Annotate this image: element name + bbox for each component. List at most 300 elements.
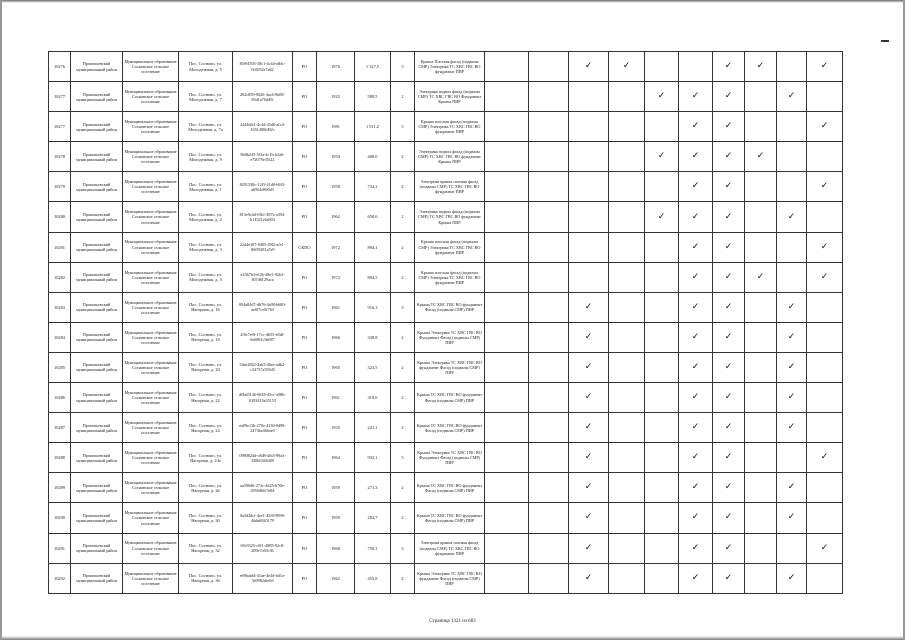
checkmark-cell	[485, 352, 529, 382]
repair-works-cell: Электрика подвал фасад (подвалы СМР) ТС ХВС ГВС ВО фундамент Крыша ПИР	[415, 142, 485, 172]
building-uid-cell: e69bafd4-41ae-4e3d-bd1a-3e9982dfe0d	[233, 563, 293, 593]
checkmark-cell	[529, 563, 569, 593]
heating-system-cell: РО	[293, 473, 317, 503]
checkmark-cell: ✓	[713, 232, 745, 262]
checkmark-cell	[569, 202, 609, 232]
checkmark-cell: ✓	[569, 292, 609, 322]
checkmark-cell	[777, 533, 807, 563]
checkmark-cell	[807, 82, 843, 112]
total-area-cell: 319,6	[355, 383, 391, 413]
total-area-cell: 933,1	[355, 443, 391, 473]
build-year-cell: 1925	[317, 82, 355, 112]
checkmark-cell: ✓	[745, 52, 777, 82]
checkmark-cell	[485, 503, 529, 533]
checkmark-cell: ✓	[679, 292, 713, 322]
checkmark-cell	[807, 322, 843, 352]
checkmark-cell: ✓	[713, 292, 745, 322]
checkmark-cell: ✓	[745, 142, 777, 172]
floors-count-cell: 2	[391, 82, 415, 112]
checkmark-cell	[745, 352, 777, 382]
table-row	[49, 413, 843, 443]
checkmark-cell	[679, 52, 713, 82]
build-year-cell: 1962	[317, 563, 355, 593]
owner-cell: Муниципальное образование Сосновское сельское поселение	[123, 112, 179, 142]
address-cell: Пос. Сосново, ул. Нагорная, д. 16	[179, 292, 233, 322]
table-row	[49, 202, 843, 232]
repair-works-cell: Электрика подвал фасад (подвалы СМР) ТС ХВС ГВС ВО фундамент Крыша ПИР	[415, 202, 485, 232]
build-year-cell: 1958	[317, 172, 355, 202]
building-uid-cell: 0a3d2dcf-4ee1-45f0-9896-46da6920179	[233, 503, 293, 533]
municipal-district-cell: Прокопьевский муниципальный район	[71, 563, 123, 593]
checkmark-cell	[645, 262, 679, 292]
row-number: 10280	[49, 202, 71, 232]
municipal-district-cell: Прокопьевский муниципальный район	[71, 503, 123, 533]
build-year-cell: 1961	[317, 383, 355, 413]
checkmark-cell: ✓	[713, 82, 745, 112]
repair-works-cell: Крыша ТС ХВС ГВС ВО фундамент Фасад (подвалы СМР) ПИР	[415, 292, 485, 322]
table-row	[49, 443, 843, 473]
floors-count-cell: 3	[391, 52, 415, 82]
owner-cell: Муниципальное образование Сосновское сельское поселение	[123, 443, 179, 473]
checkmark-cell: ✓	[569, 503, 609, 533]
building-uid-cell: 813e9c4d-f0b1-497a-a394-b14521e6a903	[233, 202, 293, 232]
total-area-cell: 588,5	[355, 82, 391, 112]
repair-works-cell: Крыша ТС ХВС ГВС ВО фундамент Фасад (подвалы СМР) ПИР	[415, 413, 485, 443]
address-cell: Пос. Сосново, ул. Молодежная, д. 5	[179, 262, 233, 292]
checkmark-cell	[745, 563, 777, 593]
checkmark-cell: ✓	[679, 142, 713, 172]
checkmark-cell	[609, 473, 645, 503]
checkmark-cell: ✓	[569, 383, 609, 413]
checkmark-cell: ✓	[569, 352, 609, 382]
checkmark-cell	[609, 172, 645, 202]
heating-system-cell: РО	[293, 202, 317, 232]
checkmark-cell	[645, 292, 679, 322]
municipal-district-cell: Прокопьевский муниципальный район	[71, 352, 123, 382]
municipal-district-cell: Прокопьевский муниципальный район	[71, 473, 123, 503]
repair-works-cell: Электрика крыша скатная фасад (подвалы СМР) ТС ХВС ГВС ВО фундамент ПИР	[415, 533, 485, 563]
checkmark-cell: ✓	[679, 443, 713, 473]
build-year-cell: 1959	[317, 503, 355, 533]
heating-system-cell: РО	[293, 262, 317, 292]
repair-works-cell: Крыша ТС ХВС ГВС ВО фундамент Фасад (подвалы СМР) ПИР	[415, 383, 485, 413]
checkmark-cell	[645, 112, 679, 142]
checkmark-cell: ✓	[777, 563, 807, 593]
checkmark-cell: ✓	[777, 413, 807, 443]
floors-count-cell: 2	[391, 232, 415, 262]
floors-count-cell: 2	[391, 262, 415, 292]
table-row	[49, 52, 843, 82]
checkmark-cell: ✓	[777, 292, 807, 322]
checkmark-cell: ✓	[807, 232, 843, 262]
checkmark-cell	[569, 112, 609, 142]
address-cell: Пос. Сосново, ул. Молодежная, д. 7	[179, 82, 233, 112]
municipal-district-cell: Прокопьевский муниципальный район	[71, 232, 123, 262]
build-year-cell: 1962	[317, 202, 355, 232]
owner-cell: Муниципальное образование Сосновское сельское поселение	[123, 503, 179, 533]
checkmark-cell	[609, 503, 645, 533]
heating-system-cell: РО	[293, 443, 317, 473]
checkmark-cell	[609, 443, 645, 473]
total-area-cell: 1 911,2	[355, 112, 391, 142]
checkmark-cell	[645, 473, 679, 503]
checkmark-cell	[745, 172, 777, 202]
checkmark-cell	[529, 202, 569, 232]
checkmark-cell	[807, 383, 843, 413]
building-uid-cell: 22d4e307-9d05-49f2-afe1-f6659281a7e9	[233, 232, 293, 262]
checkmark-cell	[485, 172, 529, 202]
checkmark-cell	[485, 82, 529, 112]
floors-count-cell: 2	[391, 383, 415, 413]
build-year-cell: 1966	[317, 322, 355, 352]
checkmark-cell	[807, 413, 843, 443]
scan-bottom-edge	[0, 636, 905, 640]
owner-cell: Муниципальное образование Сосновское сельское поселение	[123, 232, 179, 262]
municipal-district-cell: Прокопьевский муниципальный район	[71, 172, 123, 202]
checkmark-cell: ✓	[569, 52, 609, 82]
total-area-cell: 338,8	[355, 322, 391, 352]
repair-works-cell: Крыша Электрика ТС ХВС ГВС ВО фундамент Фасад (подвалы СМР) ПИР	[415, 563, 485, 593]
repair-works-cell: Крыша плоская фасад (подвалы СМР) Электрика ТС ХВС ГВС ВО фундамент ПИР	[415, 112, 485, 142]
building-uid-cell: d0bd5136-6818-45cc-a98b-0293415a35153	[233, 383, 293, 413]
address-cell: Пос. Сосново, ул. Молодежная, д. 9	[179, 142, 233, 172]
table-row	[49, 352, 843, 382]
table-row	[49, 322, 843, 352]
checkmark-cell	[807, 563, 843, 593]
checkmark-cell	[609, 262, 645, 292]
building-uid-cell: 262c859-9026-4ac6-9b08-65d1a76dd5f	[233, 82, 293, 112]
row-number: 10286	[49, 383, 71, 413]
building-uid-cell: 8b0b245-5f3a-4c1b-b2a6-e72079e35f22	[233, 142, 293, 172]
checkmark-cell	[529, 232, 569, 262]
checkmark-cell: ✓	[569, 443, 609, 473]
heating-system-cell: РО	[293, 112, 317, 142]
checkmark-cell	[745, 503, 777, 533]
heating-system-cell: РО	[293, 52, 317, 82]
municipal-district-cell: Прокопьевский муниципальный район	[71, 202, 123, 232]
checkmark-cell: ✓	[679, 563, 713, 593]
row-number: 10276	[49, 52, 71, 82]
owner-cell: Муниципальное образование Сосновское сельское поселение	[123, 533, 179, 563]
checkmark-cell	[645, 52, 679, 82]
checkmark-cell	[609, 292, 645, 322]
checkmark-cell	[485, 202, 529, 232]
building-uid-cell: 2444dfe1-4c4d-45d0-afc4-1651480fd92c	[233, 112, 293, 142]
checkmark-cell	[745, 473, 777, 503]
scan-top-edge	[0, 0, 905, 3]
repair-works-cell: Электрика подвал фасад (подвалы СМР) ТС ХВС ГВС ВО Фундамент Крыша ПИР	[415, 82, 485, 112]
row-number: 10283	[49, 292, 71, 322]
checkmark-cell	[745, 232, 777, 262]
address-cell: Пос. Сосново, ул. Молодежная, д. 7а	[179, 112, 233, 142]
checkmark-cell: ✓	[679, 262, 713, 292]
municipal-district-cell: Прокопьевский муниципальный район	[71, 322, 123, 352]
checkmark-cell	[529, 82, 569, 112]
floors-count-cell: 2	[391, 142, 415, 172]
build-year-cell: 1965	[317, 352, 355, 382]
checkmark-cell	[777, 232, 807, 262]
address-cell: Пос. Сосново, ул. Нагорная, д. 20	[179, 352, 233, 382]
checkmark-cell: ✓	[569, 413, 609, 443]
checkmark-cell	[609, 142, 645, 172]
checkmark-cell	[529, 142, 569, 172]
checkmark-cell	[645, 172, 679, 202]
heating-system-cell: РО	[293, 172, 317, 202]
repair-works-cell: Крыша Плоская фасад (подвалы СМР) Электрика ТС ХВС ГВС ВО фундамент ПИР	[415, 52, 485, 82]
row-number: 10278	[49, 142, 71, 172]
checkmark-cell	[777, 262, 807, 292]
checkmark-cell	[777, 172, 807, 202]
checkmark-cell	[609, 232, 645, 262]
row-number: 10287	[49, 413, 71, 443]
build-year-cell: 1954	[317, 142, 355, 172]
checkmark-cell	[745, 202, 777, 232]
checkmark-cell: ✓	[679, 112, 713, 142]
checkmark-cell	[777, 142, 807, 172]
checkmark-cell	[529, 292, 569, 322]
checkmark-cell: ✓	[679, 202, 713, 232]
repair-works-cell: Крыша Электрика ТС ХВС ГВС ВО Фундамент Фасад (подвалы СМР) ПИР	[415, 322, 485, 352]
checkmark-cell	[645, 352, 679, 382]
heating-system-cell: РО	[293, 413, 317, 443]
checkmark-cell	[485, 142, 529, 172]
checkmark-cell: ✓	[713, 262, 745, 292]
floors-count-cell: 2	[391, 172, 415, 202]
checkmark-cell	[645, 503, 679, 533]
table-row	[49, 533, 843, 563]
checkmark-cell	[807, 503, 843, 533]
row-number: 10284	[49, 322, 71, 352]
total-area-cell: 916,3	[355, 292, 391, 322]
checkmark-cell: ✓	[713, 352, 745, 382]
row-number: 10292	[49, 563, 71, 593]
address-cell: Пос. Сосново, ул. Нагорная, д. 32	[179, 533, 233, 563]
checkmark-cell	[485, 112, 529, 142]
checkmark-cell	[529, 322, 569, 352]
checkmark-cell: ✓	[777, 322, 807, 352]
owner-cell: Муниципальное образование Сосновское сельское поселение	[123, 262, 179, 292]
owner-cell: Муниципальное образование Сосновское сельское поселение	[123, 383, 179, 413]
checkmark-cell	[807, 473, 843, 503]
checkmark-cell	[529, 112, 569, 142]
checkmark-cell	[807, 352, 843, 382]
total-area-cell: 750,1	[355, 533, 391, 563]
owner-cell: Муниципальное образование Сосновское сельское поселение	[123, 172, 179, 202]
row-number: 10277	[49, 112, 71, 142]
table-row	[49, 232, 843, 262]
table-row	[49, 383, 843, 413]
checkmark-cell	[645, 383, 679, 413]
heating-system-cell: РО	[293, 352, 317, 382]
checkmark-cell	[609, 202, 645, 232]
checkmark-cell: ✓	[777, 202, 807, 232]
owner-cell: Муниципальное образование Сосновское сельское поселение	[123, 413, 179, 443]
checkmark-cell: ✓	[609, 52, 645, 82]
repair-works-cell: Крыша плоская фасад (подвалы СМР) Электрика ТС ХВС ГВС ВО фундамент ПИР	[415, 232, 485, 262]
checkmark-cell: ✓	[679, 473, 713, 503]
checkmark-cell	[745, 292, 777, 322]
row-number: 10277	[49, 82, 71, 112]
table-row	[49, 292, 843, 322]
checkmark-cell	[645, 413, 679, 443]
checkmark-cell	[777, 443, 807, 473]
floors-count-cell: 3	[391, 292, 415, 322]
building-uid-cell: 54ae2842-2ab5-46ee-adb2-c34737a593d5	[233, 352, 293, 382]
build-year-cell: 1959	[317, 473, 355, 503]
build-year-cell: 1976	[317, 52, 355, 82]
heating-system-cell: СКПО	[293, 232, 317, 262]
checkmark-cell: ✓	[713, 322, 745, 352]
checkmark-cell	[529, 413, 569, 443]
owner-cell: Муниципальное образование Сосновское сельское поселение	[123, 52, 179, 82]
checkmark-cell	[645, 443, 679, 473]
checkmark-cell	[609, 322, 645, 352]
checkmark-cell	[529, 383, 569, 413]
building-uid-cell: 69c9325-c0f1-4985-92c8-209e7c69c36	[233, 533, 293, 563]
checkmark-cell	[777, 112, 807, 142]
address-cell: Пос. Сосново, ул. Нагорная, д. 30	[179, 503, 233, 533]
municipal-district-cell: Прокопьевский муниципальный район	[71, 52, 123, 82]
checkmark-cell: ✓	[679, 322, 713, 352]
checkmark-cell: ✓	[679, 82, 713, 112]
checkmark-cell: ✓	[777, 352, 807, 382]
address-cell: Пос. Сосново, ул. Нагорная, д. 36	[179, 563, 233, 593]
checkmark-cell: ✓	[645, 82, 679, 112]
checkmark-cell: ✓	[713, 112, 745, 142]
address-cell: Пос. Сосново, ул. Нагорная, д. 24а	[179, 443, 233, 473]
owner-cell: Муниципальное образование Сосновское сельское поселение	[123, 82, 179, 112]
checkmark-cell	[485, 473, 529, 503]
checkmark-cell	[745, 383, 777, 413]
address-cell: Пос. Сосново, ул. Нагорная, д. 24	[179, 413, 233, 443]
table-row	[49, 172, 843, 202]
checkmark-cell: ✓	[713, 563, 745, 593]
owner-cell: Муниципальное образование Сосновское сельское поселение	[123, 202, 179, 232]
building-uid-cell: aa590d6-273c-4d25-b70b-4950d6fe7e84	[233, 473, 293, 503]
checkmark-cell	[485, 413, 529, 443]
checkmark-cell: ✓	[569, 563, 609, 593]
repair-works-cell: Крыша Электрика ТС ХВС ГВС ВО фундамент Фасад (подвалы СМР) ПИР	[415, 352, 485, 382]
checkmark-cell	[745, 322, 777, 352]
checkmark-cell: ✓	[645, 202, 679, 232]
checkmark-cell	[645, 563, 679, 593]
checkmark-cell	[529, 172, 569, 202]
checkmark-cell: ✓	[777, 383, 807, 413]
checkmark-cell	[745, 533, 777, 563]
checkmark-cell: ✓	[679, 352, 713, 382]
checkmark-cell	[745, 82, 777, 112]
municipal-district-cell: Прокопьевский муниципальный район	[71, 292, 123, 322]
checkmark-cell: ✓	[679, 383, 713, 413]
checkmark-cell: ✓	[713, 202, 745, 232]
checkmark-cell	[569, 82, 609, 112]
scan-corner-mark	[881, 40, 889, 42]
floors-count-cell: 2	[391, 413, 415, 443]
checkmark-cell: ✓	[807, 172, 843, 202]
repair-works-cell: Крыша ТС ХВС ГВС ВО фундамент Фасад (подвалы СМР) ПИР	[415, 473, 485, 503]
checkmark-cell	[807, 292, 843, 322]
owner-cell: Муниципальное образование Сосновское сельское поселение	[123, 473, 179, 503]
address-cell: Пос. Сосново, ул. Нагорная, д. 18	[179, 322, 233, 352]
checkmark-cell	[485, 262, 529, 292]
heating-system-cell: РО	[293, 533, 317, 563]
total-area-cell: 408,0	[355, 142, 391, 172]
floors-count-cell: 2	[391, 322, 415, 352]
municipal-district-cell: Прокопьевский муниципальный район	[71, 533, 123, 563]
checkmark-cell	[645, 533, 679, 563]
checkmark-cell	[529, 533, 569, 563]
build-year-cell: 1964	[317, 443, 355, 473]
address-cell: Пос. Сосново, ул. Нагорная, д. 26	[179, 473, 233, 503]
owner-cell: Муниципальное образование Сосновское сельское поселение	[123, 352, 179, 382]
checkmark-cell	[609, 563, 645, 593]
building-uid-cell: 2f0c7e9f-17cc-4653-b5df-6e6861c9a087	[233, 322, 293, 352]
owner-cell: Муниципальное образование Сосновское сельское поселение	[123, 292, 179, 322]
row-number: 10285	[49, 352, 71, 382]
total-area-cell: 894,5	[355, 262, 391, 292]
checkmark-cell: ✓	[745, 262, 777, 292]
checkmark-cell	[485, 563, 529, 593]
checkmark-cell	[485, 383, 529, 413]
build-year-cell: 1968	[317, 533, 355, 563]
heating-system-cell: РО	[293, 322, 317, 352]
checkmark-cell: ✓	[713, 413, 745, 443]
municipal-district-cell: Прокопьевский муниципальный район	[71, 82, 123, 112]
building-uid-cell: ea09e13b-270e-4130-9d98-2473be466ae0	[233, 413, 293, 443]
row-number: 10279	[49, 172, 71, 202]
checkmark-cell	[807, 202, 843, 232]
table-row	[49, 563, 843, 593]
checkmark-cell	[609, 533, 645, 563]
checkmark-cell: ✓	[645, 142, 679, 172]
housing-registry-table	[48, 51, 843, 594]
checkmark-cell	[529, 473, 569, 503]
municipal-district-cell: Прокопьевский муниципальный район	[71, 443, 123, 473]
registry-body	[49, 52, 843, 594]
building-uid-cell: 8291330c-12f5-41d0-b9f3-a6564e890d3	[233, 172, 293, 202]
repair-works-cell: Крыша Электрика ТС ХВС ГВС ВО Фундамент Фасад (подвалы СМР) ПИР	[415, 443, 485, 473]
checkmark-cell	[485, 232, 529, 262]
checkmark-cell	[569, 232, 609, 262]
checkmark-cell	[529, 352, 569, 382]
checkmark-cell: ✓	[679, 172, 713, 202]
checkmark-cell	[745, 443, 777, 473]
address-cell: Пос. Сосново, ул. Молодежная, д. 1	[179, 172, 233, 202]
building-uid-cell: 0980824d-c8d8-4fb5-99a3-320b0346409	[233, 443, 293, 473]
checkmark-cell	[529, 262, 569, 292]
checkmark-cell: ✓	[569, 533, 609, 563]
checkmark-cell: ✓	[679, 413, 713, 443]
checkmark-cell: ✓	[713, 503, 745, 533]
checkmark-cell	[807, 142, 843, 172]
owner-cell: Муниципальное образование Сосновское сельское поселение	[123, 142, 179, 172]
floors-count-cell: 2	[391, 563, 415, 593]
page-number: Страница 1321 из 683	[429, 619, 476, 624]
checkmark-cell	[529, 443, 569, 473]
build-year-cell: 1961	[317, 292, 355, 322]
checkmark-cell: ✓	[569, 473, 609, 503]
checkmark-cell	[645, 232, 679, 262]
scan-left-edge	[0, 0, 2, 640]
municipal-district-cell: Прокопьевский муниципальный район	[71, 413, 123, 443]
checkmark-cell	[645, 322, 679, 352]
heating-system-cell: РО	[293, 142, 317, 172]
checkmark-cell: ✓	[679, 503, 713, 533]
heating-system-cell: РО	[293, 563, 317, 593]
checkmark-cell	[485, 52, 529, 82]
total-area-cell: 658,6	[355, 202, 391, 232]
row-number: 10289	[49, 473, 71, 503]
